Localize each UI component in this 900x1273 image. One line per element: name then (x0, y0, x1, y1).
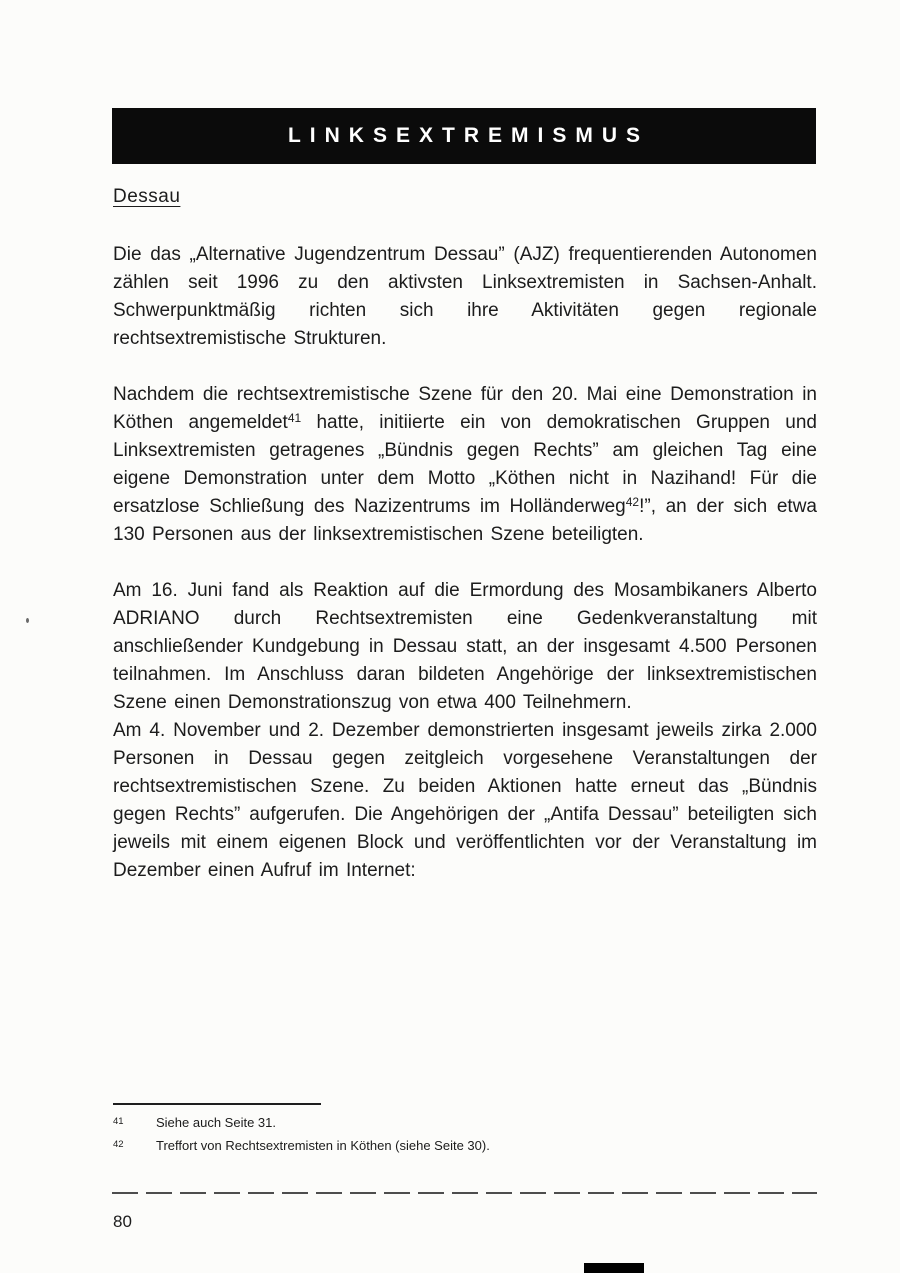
paragraph-2 (113, 381, 817, 549)
paragraph-2-text-b: hatte, initiierte ein von demokratischen Gruppen und Linksextremisten getragenes „Bündnis gegen Rechts” am gleichen Tag eine eigene Demonstration unter dem Motto „Köthen nicht in Nazihand! Für die ersatzlose Schließung des Nazizentrums im Holländerweg (113, 412, 817, 517)
footnote-42-text: Treffort von Rechtsextremisten in Köthen (siehe Seite 30). (156, 1138, 490, 1153)
footnote-41 (113, 1113, 773, 1133)
scan-artifact-mark (584, 1263, 644, 1273)
footnote-divider (113, 1103, 321, 1105)
footnote-ref-41: 41 (287, 411, 302, 425)
footnote-42-marker: 42 (113, 1139, 124, 1150)
paragraph-4: Am 4. November und 2. Dezember demonstrierten insgesamt jeweils zirka 2.000 Personen in Dessau gegen zeitgleich vorgesehene Veranstaltungen der rechtsextremistischen Szene. Zu beiden Aktionen hatte erneut das „Bündnis gegen Rechts” aufgerufen. Die Angehörigen der „Antifa Dessau” beteiligten sich jeweils mit einem eigenen Block und veröffentlichten vor der Veranstaltung im Dezember einen Aufruf im Internet: (113, 720, 817, 881)
footnote-42 (113, 1136, 773, 1156)
page-number: 80 (113, 1212, 132, 1231)
scan-artifact-dot (26, 618, 29, 623)
section-header-bar (112, 108, 816, 164)
paragraph-1: Die das „Alternative Jugendzentrum Dessau” (AJZ) frequentierenden Autonomen zählen seit 1996 zu den aktivsten Linksextremisten in Sachsen-Anhalt. Schwerpunktmäßig richten sich ihre Aktivitäten gegen regionale rechtsextremistische Strukturen. (113, 244, 817, 349)
bottom-divider (112, 1192, 817, 1194)
paragraph-2-text-a: Nachdem die rechtsextremistische Szene für den 20. Mai eine Demonstration in Köthen angemeldet (113, 384, 817, 433)
footnote-41-text: Siehe auch Seite 31. (156, 1115, 276, 1130)
paragraph-2-text-c: !”, an der sich etwa 130 Personen aus der linksextremistischen Szene beteiligten. (113, 496, 817, 545)
footnote-41-marker: 41 (113, 1116, 124, 1127)
body-text (113, 241, 817, 885)
paragraph-3: Am 16. Juni fand als Reaktion auf die Ermordung des Mosambikaners Alberto ADRIANO durch Rechtsextremisten eine Gedenkveranstaltung mit anschließender Kundgebung in Dessau statt, an der insgesamt 4.500 Personen teilnahmen. Im Anschluss daran bildeten Angehörige der linksextremistischen Szene einen Demonstrationszug von etwa 400 Teilnehmern. (113, 580, 817, 713)
footnote-ref-42: 42 (625, 495, 640, 509)
subsection-heading: Dessau (113, 186, 181, 207)
section-header-title: LINKSEXTREMISMUS (287, 124, 649, 147)
footnotes (113, 1113, 773, 1159)
